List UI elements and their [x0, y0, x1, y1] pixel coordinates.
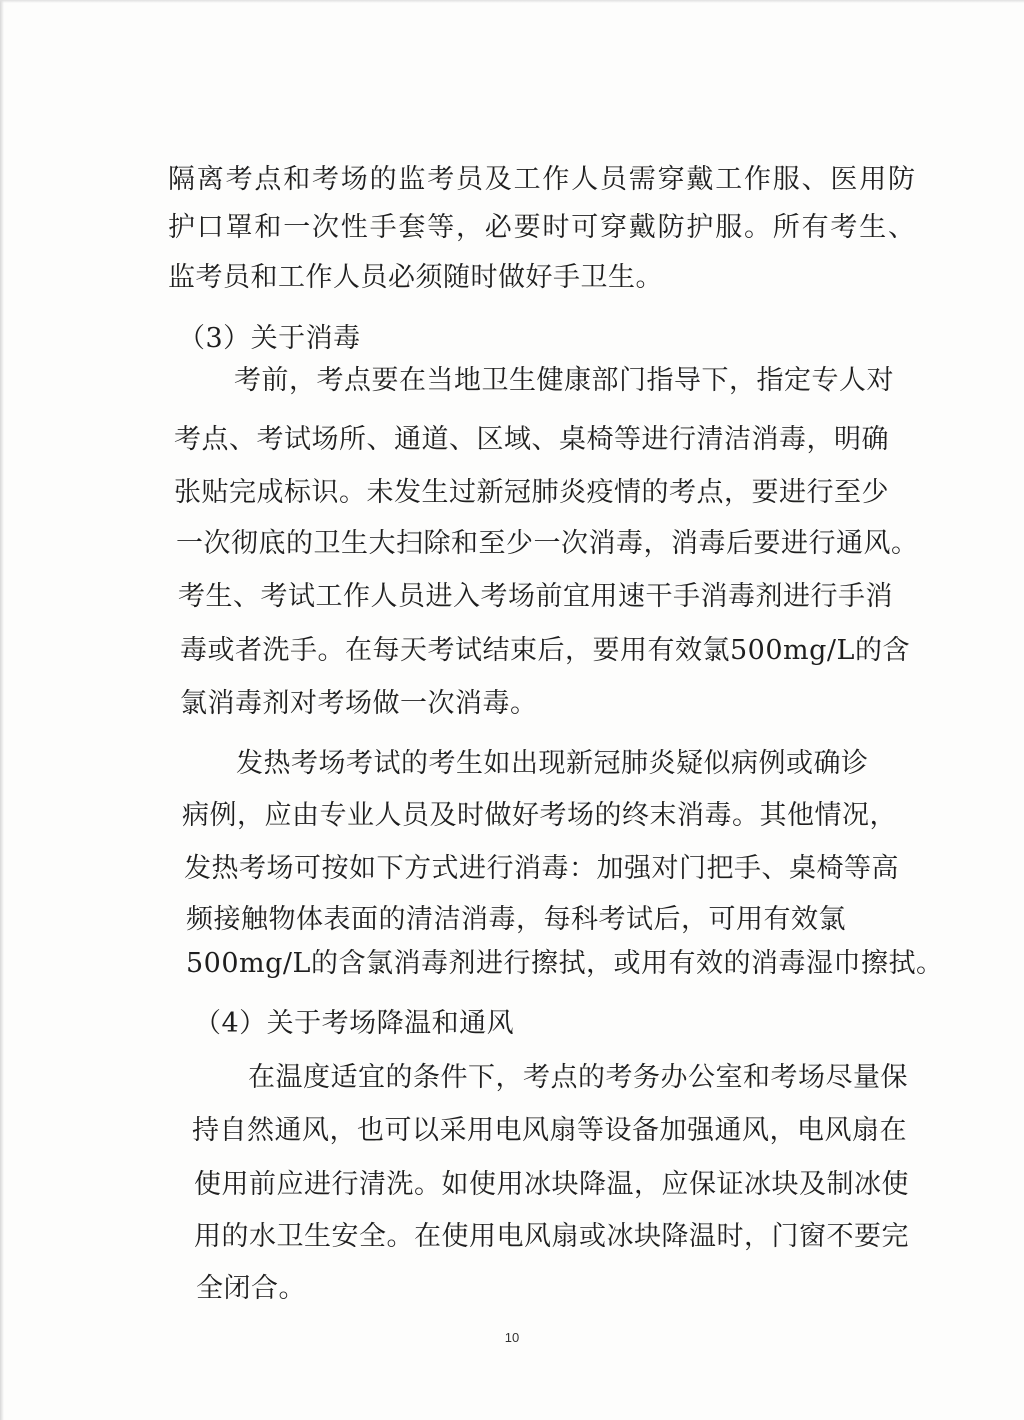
text-line: 全闭合。 [196, 1273, 306, 1304]
text-line: 发热考场可按如下方式进行消毒：加强对门把手、桌椅等高 [184, 853, 899, 884]
section-heading-cooling-ventilation: （4）关于考场降温和通风 [194, 1008, 515, 1039]
section-heading-disinfection: （3）关于消毒 [178, 323, 361, 354]
text-line: 氯消毒剂对考场做一次消毒。 [180, 688, 538, 719]
text-line: 持自然通风，也可以采用电风扇等设备加强通风，电风扇在 [192, 1115, 907, 1146]
text-line: 考生、考试工作人员进入考场前宜用速干手消毒剂进行手消 [178, 581, 893, 612]
text-line: 一次彻底的卫生大扫除和至少一次消毒，消毒后要进行通风。 [176, 528, 919, 559]
text-line: 频接触物体表面的清洁消毒，每科考试后，可用有效氯 [186, 904, 846, 935]
text-line: 毒或者洗手。在每天考试结束后，要用有效氯500mg/L的含 [180, 635, 910, 666]
scan-edge-top [0, 0, 1024, 3]
text-line: 使用前应进行清洗。如使用冰块降温，应保证冰块及制冰使 [194, 1169, 909, 1200]
page-number: 10 [504, 1330, 520, 1345]
text-line: 监考员和工作人员必须随时做好手卫生。 [168, 262, 663, 293]
text-line: 考点、考试场所、通道、区域、桌椅等进行清洁消毒，明确 [174, 424, 889, 455]
text-line: 病例，应由专业人员及时做好考场的终末消毒。其他情况， [182, 800, 897, 831]
text-line: 护口罩和一次性手套等，必要时可穿戴防护服。所有考生、 [168, 212, 917, 243]
text-line: 发热考场考试的考生如出现新冠肺炎疑似病例或确诊 [236, 748, 869, 779]
text-line: 500mg/L的含氯消毒剂进行擦拭，或用有效的消毒湿巾擦拭。 [186, 948, 944, 979]
scan-edge-left [0, 0, 4, 1420]
text-line: 考前，考点要在当地卫生健康部门指导下，指定专人对 [234, 365, 894, 396]
text-line: 在温度适宜的条件下，考点的考务办公室和考场尽量保 [248, 1062, 908, 1093]
text-line: 隔离考点和考场的监考员及工作人员需穿戴工作服、医用防 [168, 164, 917, 195]
text-line: 张贴完成标识。未发生过新冠肺炎疫情的考点，要进行至少 [174, 477, 889, 508]
text-line: 用的水卫生安全。在使用电风扇或冰块降温时，门窗不要完 [194, 1221, 909, 1252]
